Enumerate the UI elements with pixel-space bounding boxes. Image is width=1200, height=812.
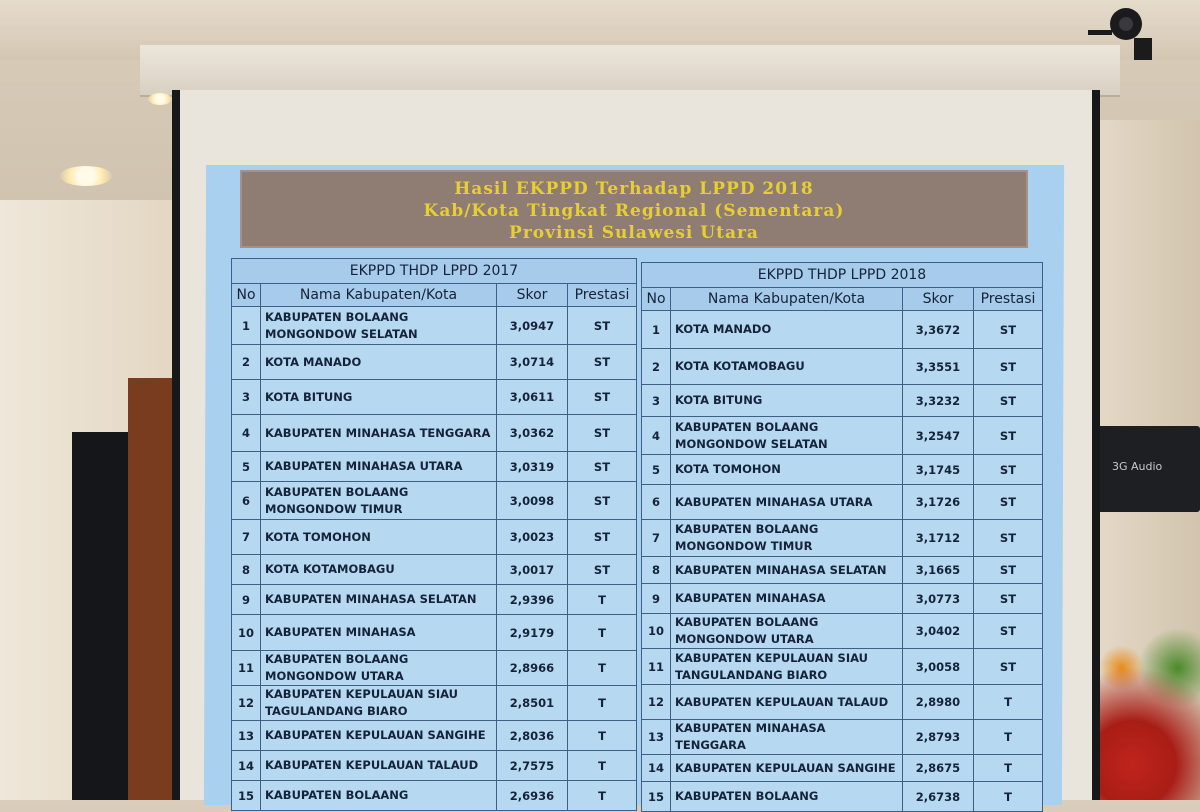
score-value: 3,3672 — [903, 311, 974, 349]
achievement-value: ST — [568, 415, 637, 452]
score-value: 2,8675 — [903, 755, 974, 782]
achievement-value: T — [974, 755, 1043, 782]
table-row — [642, 614, 1043, 649]
achievement-value: ST — [974, 385, 1043, 417]
row-number: 4 — [642, 417, 671, 455]
slide-title-line: Hasil EKPPD Terhadap LPPD 2018 — [454, 179, 814, 199]
region-name: KABUPATEN BOLAANG MONGONDOW UTARA — [671, 614, 903, 649]
row-number: 10 — [232, 615, 261, 651]
score-value: 3,0714 — [497, 345, 568, 380]
region-name: KABUPATEN BOLAANG MONGONDOW UTARA — [261, 651, 497, 686]
column-header-skor: Skor — [497, 284, 568, 307]
score-value: 2,7575 — [497, 751, 568, 781]
achievement-value: ST — [568, 520, 637, 555]
region-name: KABUPATEN MINAHASA TENGGARA — [261, 415, 497, 452]
table-row — [642, 685, 1043, 720]
table-row — [642, 485, 1043, 520]
achievement-value: ST — [974, 614, 1043, 649]
achievement-value: ST — [974, 417, 1043, 455]
row-number: 11 — [232, 651, 261, 686]
score-value: 3,1665 — [903, 557, 974, 584]
region-name: KOTA KOTAMOBAGU — [671, 349, 903, 385]
row-number: 9 — [642, 584, 671, 614]
region-name: KABUPATEN BOLAANG MONGONDOW SELATAN — [671, 417, 903, 455]
achievement-value: ST — [568, 452, 637, 482]
table-row — [642, 584, 1043, 614]
region-name: KABUPATEN KEPULAUAN TALAUD — [261, 751, 497, 781]
score-value: 2,8793 — [903, 720, 974, 755]
score-value: 3,0058 — [903, 649, 974, 685]
score-value: 3,0023 — [497, 520, 568, 555]
achievement-value: ST — [568, 380, 637, 415]
table-row — [642, 557, 1043, 584]
score-value: 2,6936 — [497, 781, 568, 811]
region-name: KABUPATEN MINAHASA SELATAN — [671, 557, 903, 584]
table-row — [642, 455, 1043, 485]
region-name: KABUPATEN BOLAANG MONGONDOW SELATAN — [261, 307, 497, 345]
region-name: KABUPATEN BOLAANG — [671, 782, 903, 812]
achievement-value: T — [974, 685, 1043, 720]
column-header-no: No — [232, 284, 261, 307]
achievement-value: T — [568, 721, 637, 751]
table-row — [642, 349, 1043, 385]
table-row — [232, 307, 637, 345]
speaker-brand-label: 3G Audio — [1112, 460, 1163, 473]
achievement-value: T — [568, 781, 637, 811]
ranking-table-2017 — [231, 258, 637, 811]
table-row — [642, 720, 1043, 755]
table-row — [642, 520, 1043, 557]
region-name: KABUPATEN MINAHASA SELATAN — [261, 585, 497, 615]
score-value: 3,1745 — [903, 455, 974, 485]
row-number: 3 — [232, 380, 261, 415]
slide-title-line: Provinsi Sulawesi Utara — [509, 223, 759, 243]
achievement-value: ST — [568, 555, 637, 585]
region-name: KABUPATEN BOLAANG MONGONDOW TIMUR — [671, 520, 903, 557]
table-row — [232, 615, 637, 651]
achievement-value: ST — [974, 485, 1043, 520]
achievement-value: T — [974, 782, 1043, 812]
region-name: KOTA KOTAMOBAGU — [261, 555, 497, 585]
score-value: 3,0947 — [497, 307, 568, 345]
row-number: 1 — [232, 307, 261, 345]
region-name: KABUPATEN KEPULAUAN SANGIHE — [671, 755, 903, 782]
score-value: 3,0773 — [903, 584, 974, 614]
score-value: 3,3232 — [903, 385, 974, 417]
column-header-name: Nama Kabupaten/Kota — [671, 288, 903, 311]
score-value: 3,2547 — [903, 417, 974, 455]
table-row — [232, 651, 637, 686]
flower-arrangement — [1088, 560, 1200, 800]
achievement-value: ST — [568, 345, 637, 380]
score-value: 3,0098 — [497, 482, 568, 520]
table-row — [232, 380, 637, 415]
row-number: 12 — [642, 685, 671, 720]
row-number: 7 — [642, 520, 671, 557]
region-name: KABUPATEN MINAHASA — [261, 615, 497, 651]
row-number: 9 — [232, 585, 261, 615]
table-row — [232, 751, 637, 781]
row-number: 11 — [642, 649, 671, 685]
table-row — [642, 417, 1043, 455]
row-number: 4 — [232, 415, 261, 452]
achievement-value: ST — [974, 311, 1043, 349]
slide-title — [240, 170, 1028, 248]
achievement-value: ST — [974, 520, 1043, 557]
score-value: 3,0611 — [497, 380, 568, 415]
row-number: 1 — [642, 311, 671, 349]
row-number: 8 — [642, 557, 671, 584]
doorway — [72, 432, 128, 800]
region-name: KABUPATEN MINAHASA UTARA — [671, 485, 903, 520]
table-row — [232, 686, 637, 721]
ceiling-light — [148, 93, 172, 105]
region-name: KOTA MANADO — [261, 345, 497, 380]
table-row — [232, 585, 637, 615]
ceiling-light — [60, 166, 112, 186]
achievement-value: T — [568, 585, 637, 615]
achievement-value: T — [568, 686, 637, 721]
table-row — [642, 782, 1043, 812]
row-number: 5 — [232, 452, 261, 482]
region-name: KABUPATEN KEPULAUAN SIAU TANGULANDANG BIARO — [671, 649, 903, 685]
door-frame — [128, 378, 178, 800]
row-number: 13 — [232, 721, 261, 751]
table-row — [232, 452, 637, 482]
region-name: KABUPATEN BOLAANG — [261, 781, 497, 811]
score-value: 3,0362 — [497, 415, 568, 452]
score-value: 3,0402 — [903, 614, 974, 649]
achievement-value: ST — [974, 584, 1043, 614]
row-number: 2 — [232, 345, 261, 380]
score-value: 2,9179 — [497, 615, 568, 651]
column-header-prestasi: Prestasi — [974, 288, 1043, 311]
score-value: 2,9396 — [497, 585, 568, 615]
table-period-title: EKPPD THDP LPPD 2018 — [642, 263, 1043, 288]
score-value: 2,8501 — [497, 686, 568, 721]
row-number: 14 — [642, 755, 671, 782]
column-header-no: No — [642, 288, 671, 311]
score-value: 3,0017 — [497, 555, 568, 585]
row-number: 15 — [232, 781, 261, 811]
score-value: 2,8966 — [497, 651, 568, 686]
achievement-value: ST — [974, 349, 1043, 385]
region-name: KOTA BITUNG — [261, 380, 497, 415]
table-row — [642, 311, 1043, 349]
table-row — [642, 755, 1043, 782]
row-number: 7 — [232, 520, 261, 555]
table-row — [232, 555, 637, 585]
achievement-value: ST — [974, 649, 1043, 685]
achievement-value: ST — [974, 557, 1043, 584]
region-name: KOTA MANADO — [671, 311, 903, 349]
row-number: 15 — [642, 782, 671, 812]
achievement-value: ST — [568, 307, 637, 345]
security-camera-icon — [1088, 0, 1158, 70]
ranking-table-2018 — [641, 262, 1043, 812]
column-header-skor: Skor — [903, 288, 974, 311]
row-number: 10 — [642, 614, 671, 649]
achievement-value: ST — [568, 482, 637, 520]
table-period-title: EKPPD THDP LPPD 2017 — [232, 259, 637, 284]
region-name: KABUPATEN MINAHASA — [671, 584, 903, 614]
score-value: 2,6738 — [903, 782, 974, 812]
score-value: 2,8980 — [903, 685, 974, 720]
row-number: 6 — [642, 485, 671, 520]
row-number: 2 — [642, 349, 671, 385]
achievement-value: T — [568, 751, 637, 781]
row-number: 6 — [232, 482, 261, 520]
score-value: 3,1726 — [903, 485, 974, 520]
score-value: 3,3551 — [903, 349, 974, 385]
region-name: KABUPATEN BOLAANG MONGONDOW TIMUR — [261, 482, 497, 520]
table-row — [642, 649, 1043, 685]
table-row — [642, 385, 1043, 417]
row-number: 13 — [642, 720, 671, 755]
column-header-name: Nama Kabupaten/Kota — [261, 284, 497, 307]
score-value: 3,1712 — [903, 520, 974, 557]
achievement-value: ST — [974, 455, 1043, 485]
table-row — [232, 345, 637, 380]
region-name: KOTA BITUNG — [671, 385, 903, 417]
region-name: KABUPATEN KEPULAUAN SIAU TAGULANDANG BIARO — [261, 686, 497, 721]
table-row — [232, 781, 637, 811]
table-row — [232, 482, 637, 520]
row-number: 3 — [642, 385, 671, 417]
score-value: 3,0319 — [497, 452, 568, 482]
region-name: KABUPATEN MINAHASA TENGGARA — [671, 720, 903, 755]
row-number: 14 — [232, 751, 261, 781]
region-name: KABUPATEN KEPULAUAN TALAUD — [671, 685, 903, 720]
region-name: KABUPATEN MINAHASA UTARA — [261, 452, 497, 482]
achievement-value: T — [568, 651, 637, 686]
table-row — [232, 721, 637, 751]
score-value: 2,8036 — [497, 721, 568, 751]
table-row — [232, 520, 637, 555]
region-name: KOTA TOMOHON — [671, 455, 903, 485]
column-header-prestasi: Prestasi — [568, 284, 637, 307]
slide-title-line: Kab/Kota Tingkat Regional (Sementara) — [423, 201, 845, 221]
achievement-value: T — [974, 720, 1043, 755]
region-name: KABUPATEN KEPULAUAN SANGIHE — [261, 721, 497, 751]
region-name: KOTA TOMOHON — [261, 520, 497, 555]
table-row — [232, 415, 637, 452]
row-number: 12 — [232, 686, 261, 721]
achievement-value: T — [568, 615, 637, 651]
row-number: 5 — [642, 455, 671, 485]
row-number: 8 — [232, 555, 261, 585]
